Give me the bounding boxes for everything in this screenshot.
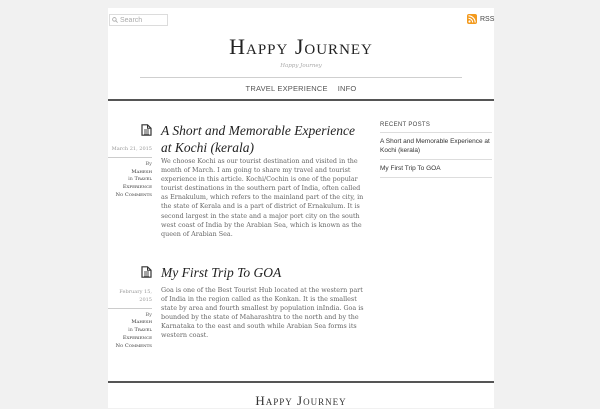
post-excerpt: Goa is one of the Best Tourist Hub located at the western part of India in the region called as the Konkan. It is the smallest state by area and fourth smallest by population inIndia. Goa is bounded by the state of Maharashtra to the north and by the Karnataka to the east and south while Arabian Sea forms its western coast. bbox=[161, 286, 364, 340]
sidebar-item-goa[interactable]: My First Trip To GOA bbox=[380, 160, 492, 178]
post-author[interactable]: Mahesh bbox=[131, 319, 152, 326]
site-tagline: Happy Journey bbox=[280, 63, 322, 69]
post-document-icon bbox=[141, 266, 152, 278]
post-author[interactable]: Mahesh bbox=[131, 168, 152, 175]
rss-link[interactable] bbox=[467, 13, 494, 25]
search-placeholder: Search bbox=[120, 16, 143, 24]
post-excerpt: We choose Kochi as our tourist destination and visited in the month of March. I am going to share my travel and tourist experience in this article. Kochi/Cochin is one of the popular tourist destinations in the southern part of India, often called as Ernakulum, which refers to the mainland part of the city, in the state of Kerala and is a part of district of Ernakulum. It is second largest in the state and a major port city on the south west coast of India by the Arabian Sea, which is known as the queen of Arabian Sea. bbox=[161, 157, 364, 238]
sidebar-item-kochi[interactable]: A Short and Memorable Experience at Kochi (kerala) bbox=[380, 133, 492, 160]
post-comments[interactable]: No Comments bbox=[115, 342, 152, 349]
nav-item-info[interactable]: INFO bbox=[337, 84, 357, 93]
footer-divider bbox=[108, 381, 494, 383]
nav-item-travel-experience[interactable]: TRAVEL EXPERIENCE bbox=[245, 84, 328, 93]
post-comments[interactable]: No Comments bbox=[115, 191, 152, 198]
header-divider bbox=[140, 77, 462, 78]
post-date: March 21, 2015 bbox=[108, 146, 152, 158]
rss-icon bbox=[467, 14, 477, 24]
post-title-goa[interactable]: My First Trip To GOA bbox=[161, 265, 282, 280]
post-by: By bbox=[145, 160, 152, 167]
sidebar-recent-posts bbox=[380, 122, 492, 178]
search-input[interactable] bbox=[109, 14, 168, 26]
nav-divider bbox=[108, 99, 494, 101]
post-document-icon bbox=[141, 124, 152, 136]
post-in: in bbox=[128, 327, 133, 334]
post-in: in bbox=[128, 176, 133, 183]
rss-label: RSS bbox=[480, 15, 495, 23]
post-meta bbox=[108, 146, 152, 200]
post-by: By bbox=[145, 311, 152, 318]
post-category[interactable]: Travel Experience bbox=[122, 327, 152, 341]
post-title-kochi[interactable]: A Short and Memorable Experience at Kochi (kerala) bbox=[161, 123, 355, 155]
site-title[interactable]: Happy Journey bbox=[229, 34, 373, 59]
search-icon bbox=[112, 17, 118, 23]
footer-title: Happy Journey bbox=[255, 393, 347, 408]
post-category[interactable]: Travel Experience bbox=[122, 176, 152, 191]
post-date: February 15, 2015 bbox=[108, 289, 152, 309]
post-meta bbox=[108, 289, 152, 351]
main-nav bbox=[108, 84, 494, 93]
sidebar-heading: RECENT POSTS bbox=[380, 122, 492, 133]
